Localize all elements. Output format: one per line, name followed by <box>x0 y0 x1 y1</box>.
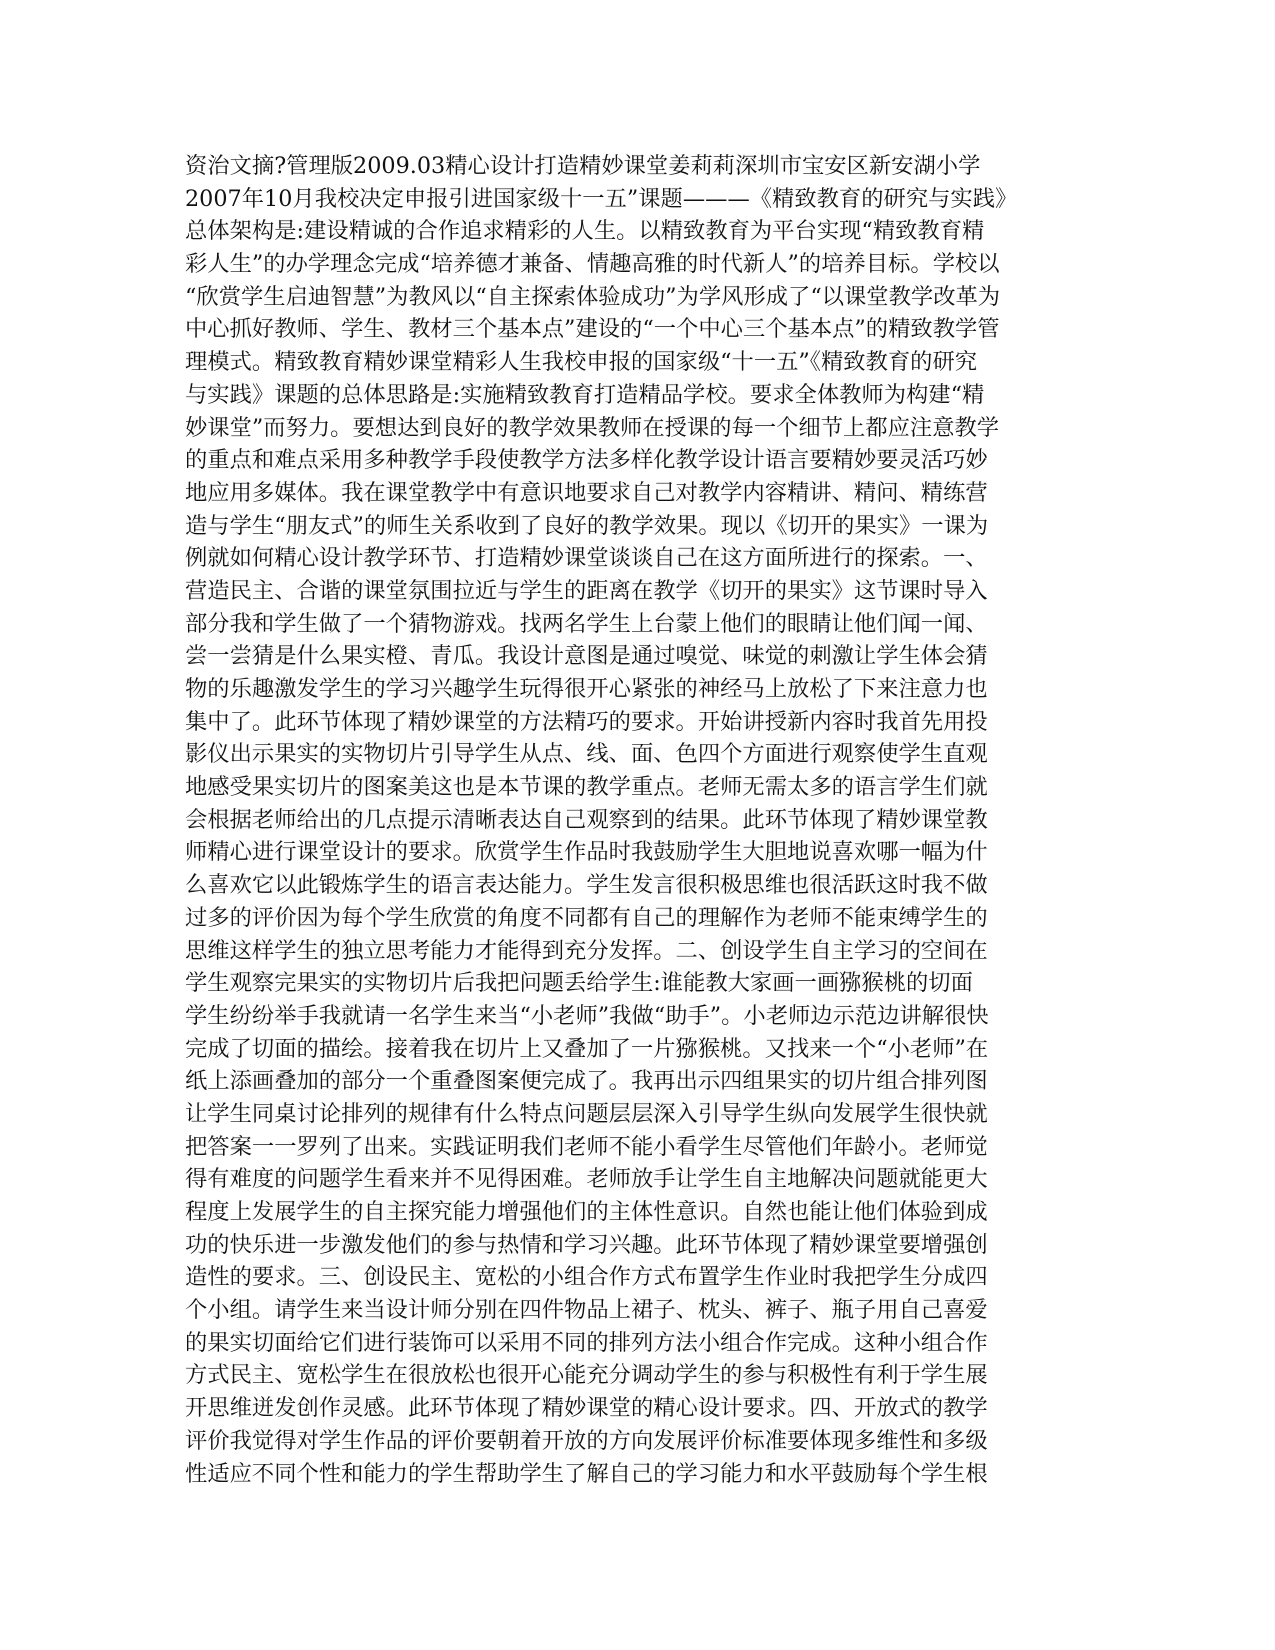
text-line: 营造民主、合谐的课堂氛围拉近与学生的距离在教学《切开的果实》这节课时导入 <box>185 577 988 604</box>
text-line: 个小组。请学生来当设计师分别在四件物品上裙子、枕头、裤子、瓶子用自己喜爱 <box>185 1297 988 1324</box>
text-line: 造性的要求。三、创设民主、宽松的小组合作方式布置学生作业时我把学生分成四 <box>185 1264 988 1291</box>
text-line: 与实践》课题的总体思路是:实施精致教育打造精品学校。要求全体教师为构建“精 <box>185 381 985 408</box>
text-line: 造与学生“朋友式”的师生关系收到了良好的教学效果。现以《切开的果实》一课为 <box>185 512 989 539</box>
text-line: 方式民主、宽松学生在很放松也很开心能充分调动学生的参与积极性有利于学生展 <box>185 1362 988 1389</box>
text-line: 开思维迸发创作灵感。此环节体现了精妙课堂的精心设计要求。四、开放式的教学 <box>185 1395 988 1422</box>
text-line: 么喜欢它以此锻炼学生的语言表达能力。学生发言很积极思维也很活跃这时我不做 <box>185 872 988 899</box>
text-line: 过多的评价因为每个学生欣赏的角度不同都有自己的理解作为老师不能束缚学生的 <box>185 904 988 931</box>
text-line: 会根据老师给出的几点提示清晰表达自己观察到的结果。此环节体现了精妙课堂教 <box>185 806 988 833</box>
text-line: 评价我觉得对学生作品的评价要朝着开放的方向发展评价标准要体现多维性和多级 <box>185 1427 988 1454</box>
text-line: 让学生同桌讨论排列的规律有什么特点问题层层深入引导学生纵向发展学生很快就 <box>185 1100 988 1127</box>
text-line: 总体架构是:建设精诚的合作追求精彩的人生。以精致教育为平台实现“精致教育精 <box>185 218 985 245</box>
text-line: 功的快乐进一步激发他们的参与热情和学习兴趣。此环节体现了精妙课堂要增强创 <box>185 1231 988 1258</box>
text-line: 师精心进行课堂设计的要求。欣赏学生作品时我鼓励学生大胆地说喜欢哪一幅为什 <box>185 839 988 866</box>
text-line: “欣赏学生启迪智慧”为教风以“自主探索体验成功”为学风形成了“以课堂教学改革为 <box>185 283 1001 310</box>
text-line: 集中了。此环节体现了精妙课堂的方法精巧的要求。开始讲授新内容时我首先用投 <box>185 708 988 735</box>
text-line: 地应用多媒体。我在课堂教学中有意识地要求自己对教学内容精讲、精问、精练营 <box>185 479 988 506</box>
text-line: 思维这样学生的独立思考能力才能得到充分发挥。二、创设学生自主学习的空间在 <box>185 937 988 964</box>
text-line: 尝一尝猜是什么果实橙、青瓜。我设计意图是通过嗅觉、味觉的刺激让学生体会猜 <box>185 643 988 670</box>
text-line: 把答案一一罗列了出来。实践证明我们老师不能小看学生尽管他们年龄小。老师觉 <box>185 1133 988 1160</box>
text-line: 地感受果实切片的图案美这也是本节课的教学重点。老师无需太多的语言学生们就 <box>185 774 988 801</box>
text-line: 性适应不同个性和能力的学生帮助学生了解自己的学习能力和水平鼓励每个学生根 <box>185 1460 988 1487</box>
text-line: 部分我和学生做了一个猜物游戏。找两名学生上台蒙上他们的眼睛让他们闻一闻、 <box>185 610 988 637</box>
text-line: 纸上添画叠加的部分一个重叠图案便完成了。我再出示四组果实的切片组合排列图 <box>185 1068 988 1095</box>
body-text <box>185 150 1075 1490</box>
text-line: 的重点和难点采用多种教学手段使教学方法多样化教学设计语言要精妙要灵活巧妙 <box>185 447 988 474</box>
text-line: 例就如何精心设计教学环节、打造精妙课堂谈谈自己在这方面所进行的探索。一、 <box>185 545 988 572</box>
text-line: 资治文摘?管理版2009.03精心设计打造精妙课堂姜莉莉深圳市宝安区新安湖小学 <box>185 153 981 179</box>
text-line: 的果实切面给它们进行装饰可以采用不同的排列方法小组合作完成。这种小组合作 <box>185 1329 988 1356</box>
text-line: 物的乐趣激发学生的学习兴趣学生玩得很开心紧张的神经马上放松了下来注意力也 <box>185 676 988 702</box>
text-line: 彩人生”的办学理念完成“培养德才兼备、情趣高雅的时代新人”的培养目标。学校以 <box>185 251 1000 278</box>
text-line: 学生观察完果实的实物切片后我把问题丢给学生:谁能教大家画一画猕猴桃的切面 <box>185 970 973 997</box>
text-line: 学生纷纷举手我就请一名学生来当“小老师”我做“助手”。小老师边示范边讲解很快 <box>185 1002 989 1029</box>
text-line: 得有难度的问题学生看来并不见得困难。老师放手让学生自主地解决问题就能更大 <box>185 1166 988 1193</box>
text-line: 理模式。精致教育精妙课堂精彩人生我校申报的国家级“十一五”《精致教育的研究 <box>185 349 978 376</box>
text-line: 中心抓好教师、学生、教材三个基本点”建设的“一个中心三个基本点”的精致教学管 <box>185 316 1000 343</box>
text-line: 程度上发展学生的自主探究能力增强他们的主体性意识。自然也能让他们体验到成 <box>185 1199 988 1225</box>
text-line: 影仪出示果实的实物切片引导学生从点、线、面、色四个方面进行观察使学生直观 <box>185 741 988 768</box>
text-line: 完成了切面的描绘。接着我在切片上又叠加了一片猕猴桃。又找来一个“小老师”在 <box>185 1035 989 1062</box>
text-line: 妙课堂”而努力。要想达到良好的教学效果教师在授课的每一个细节上都应注意教学 <box>185 414 1000 441</box>
text-line: 2007年10月我校决定申报引进国家级十一五”课题———《精致教育的研究与实践》 <box>185 185 1018 212</box>
